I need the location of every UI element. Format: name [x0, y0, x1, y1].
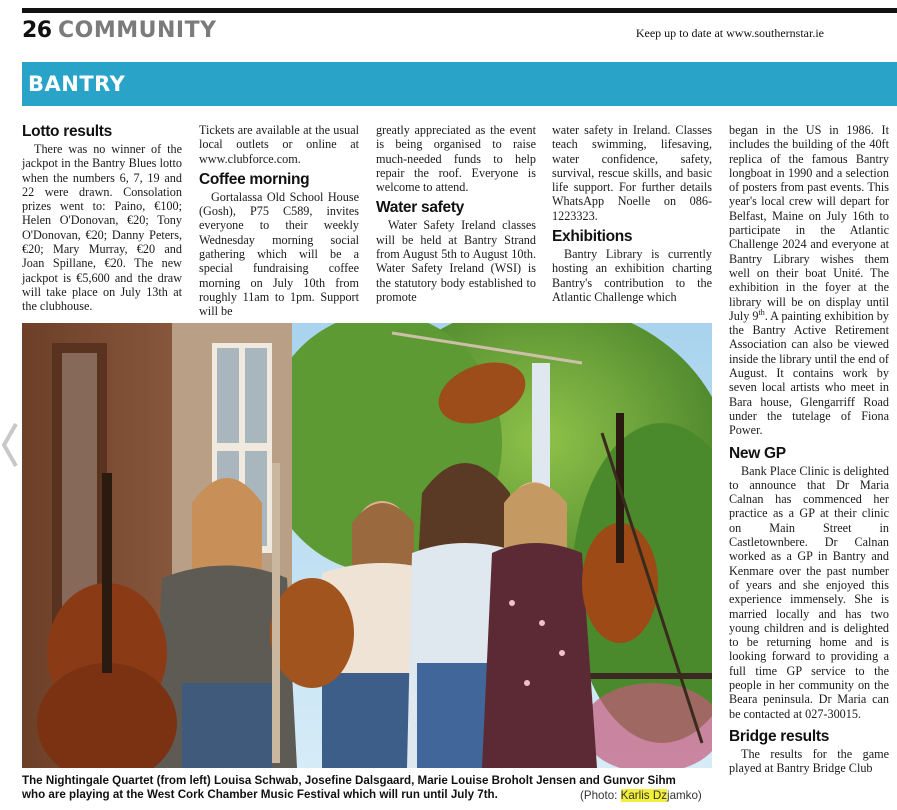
chevron-left-icon[interactable] — [0, 420, 20, 470]
lotto-body: There was no winner of the jackpot in the Bantry Blues lotto when the numbers 6, 7, 19 and 22 were drawn. Consolation prizes went to: Paino, €100; Helen O'Donovan, €20; Tony O'Donovan, €20; Danny Peters, €20; Mary Murray, €20 and Joan Spillane, €20. The new jackpot is €5,600 and the draw will take place on July 13th at the clubhouse. — [22, 142, 182, 314]
bridge-body: The results for the game played at Bantry Bridge Club — [729, 746, 889, 776]
bridge-heading: Bridge results — [729, 727, 830, 745]
column-2 — [199, 123, 359, 319]
top-rule — [22, 8, 897, 13]
coffee-continued: greatly appreciated as the event is being organised to raise much-needed funds to help repair the roof. Everyone is welcome to attend. — [376, 123, 536, 195]
lotto-continued: Tickets are available at the usual local outlets or online at www.clubforce.com. — [199, 123, 359, 166]
caption-line-1: The Nightingale Quartet (from left) Louisa Schwab, Josefine Dalsgaard, Marie Louise Broholt Jensen and Gunvor Sihm — [22, 774, 676, 787]
lotto-heading: Lotto results — [22, 123, 112, 140]
website-tagline: Keep up to date at www.southernstar.ie — [635, 26, 824, 40]
ordinal-suffix: th — [758, 307, 765, 317]
newgp-body: Bank Place Clinic is delighted to announce that Dr Maria Calnan has commenced her practice as a GP at their clinic on Main Street in Castletownbere. Dr Calnan worked as a GP in Bantry and Kenmare over the past number of years and she enjoyed this experience immensely. She is married locally and has two young children and is delighted to be returning home and is looking forward to providing a full time GP service to the people in her community on the Beara peninsula. Dr Maria can be contacted at 027-30015. — [729, 463, 889, 721]
exhibitions-heading: Exhibitions — [552, 228, 633, 246]
exhibitions-continued — [729, 123, 889, 438]
column-1 — [22, 120, 182, 314]
water-heading: Water safety — [376, 199, 464, 217]
column-5 — [729, 123, 889, 775]
credit-suffix: jamko) — [667, 789, 702, 802]
page-number: 26 — [22, 18, 52, 43]
credit-prefix: (Photo: — [580, 789, 621, 802]
quartet-photo — [22, 323, 712, 768]
water-body: Water Safety Ireland classes will be held at Bantry Strand from August 5th to August 10th. Water Safety Ireland (WSI) is the statutory body established to promote — [376, 218, 536, 304]
exhibitions-continued-text-2: . A painting exhibition by the Bantry Active Retirement Association can also be viewed inside the library until the end of August. It contains work by seven local artists who meet in Bara house, Glengarriff Road under the tutelage of Fiona Power. — [729, 308, 889, 438]
bantry-banner — [22, 62, 897, 106]
section-title: COMMUNITY — [58, 18, 217, 43]
exhibitions-body: Bantry Library is currently hosting an exhibition charting Bantry's contribution to the Atlantic Challenge which — [552, 247, 712, 304]
column-4 — [552, 123, 712, 304]
quartet-photo-illustration — [22, 323, 712, 768]
coffee-body: Gortalassa Old School House (Gosh), P75 C589, invites everyone to their weekly Wednesday morning social gathering which will be a special fundraising coffee morning on July 10th from roughly 11am to 1pm. Support will be — [199, 189, 359, 319]
column-3 — [376, 123, 536, 304]
newgp-heading: New GP — [729, 444, 786, 462]
photo-credit — [580, 789, 702, 802]
credit-highlight: Karlis Dz — [620, 789, 667, 802]
water-continued: water safety in Ireland. Classes teach swimming, lifesaving, water confidence, safety, survival, rescue skills, and basic life support. For further details WhatsApp Noelle on 086-1223323. — [552, 123, 712, 223]
exhibitions-continued-text: began in the US in 1986. It includes the building of the 40ft replica of the famous Bantry longboat in 1990 and a selection of posters from past events. This year's local crew will depart for Belfast, Maine on July 16th to participate in the Atlantic Challenge 2024 and everyone at Bantry Library wishes them well on their boat Unité. The exhibition in the foyer at the library will be on display until July 9 — [729, 123, 889, 323]
coffee-heading: Coffee morning — [199, 170, 310, 188]
caption-line-2: who are playing at the West Cork Chamber Music Festival which will run until July 7th. — [22, 788, 498, 801]
banner-title: BANTRY — [28, 72, 126, 96]
